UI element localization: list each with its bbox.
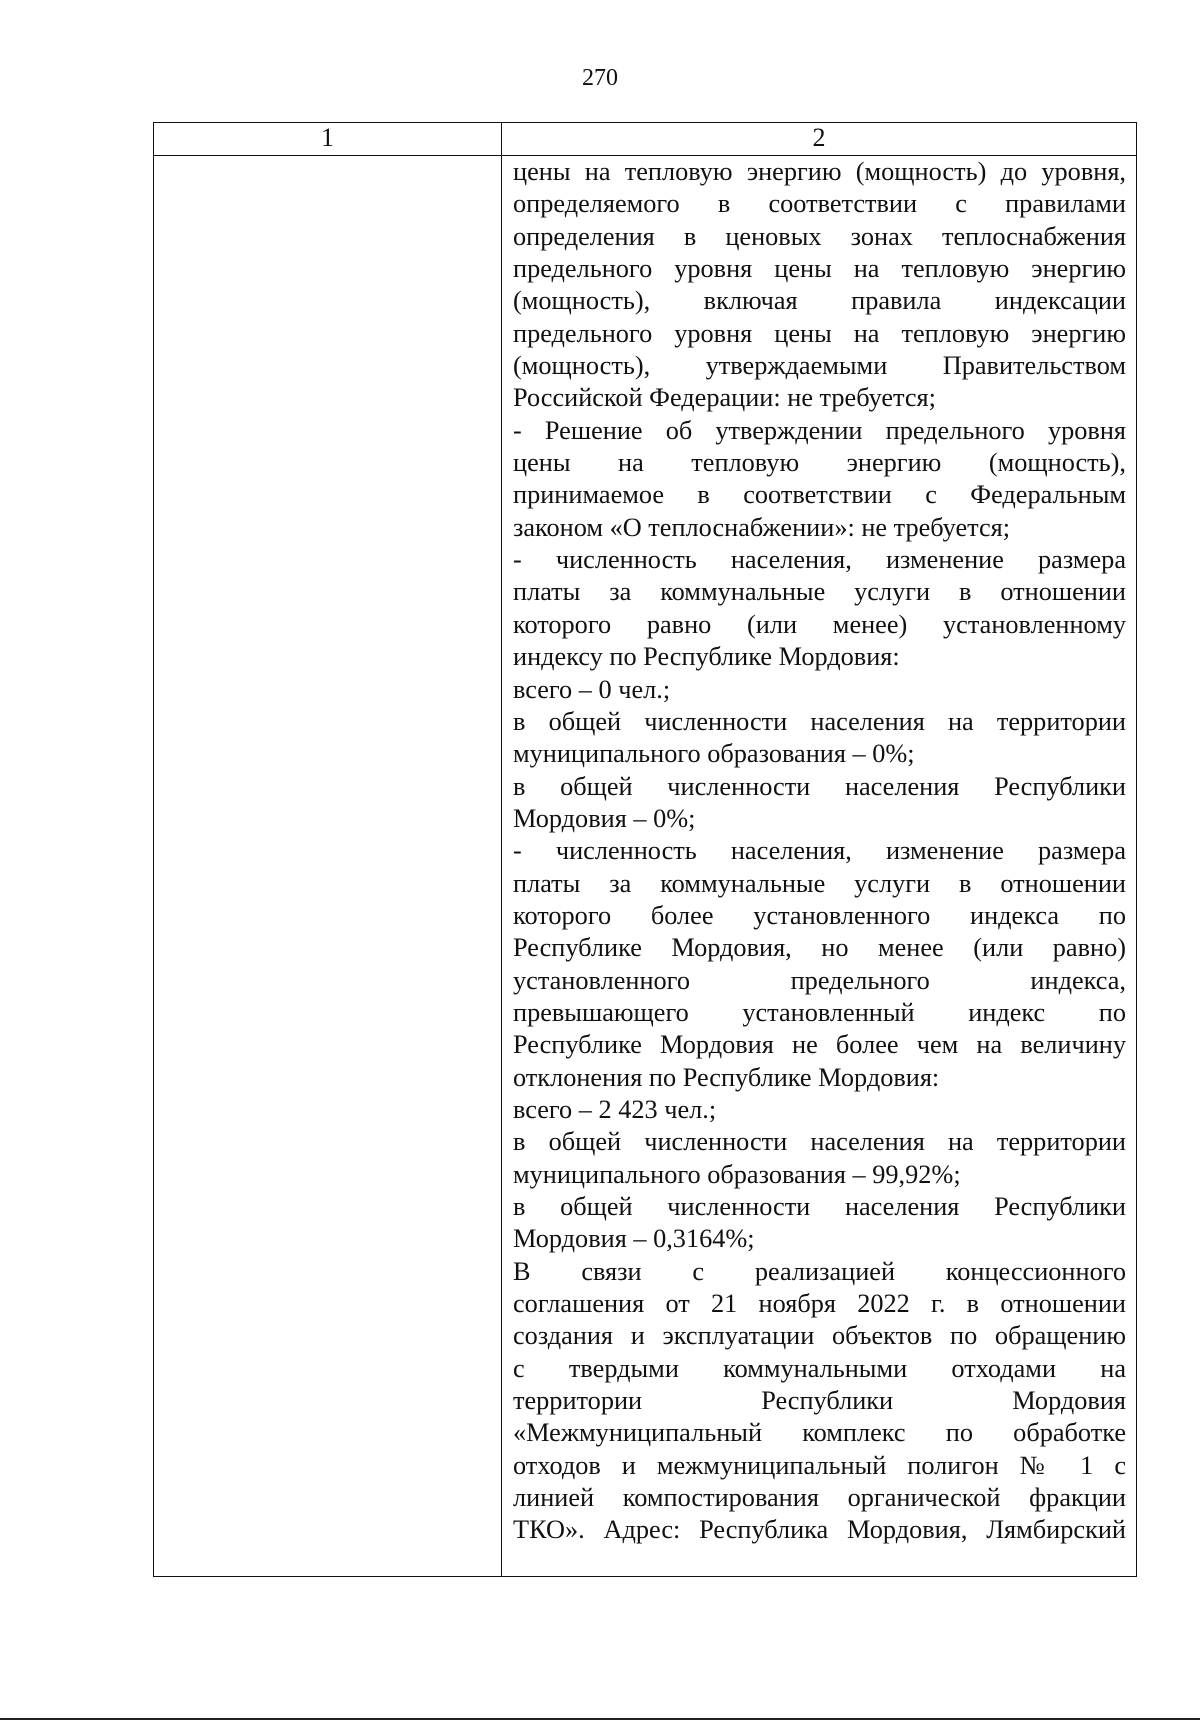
page-number: 270 <box>582 65 618 91</box>
table-cell-column-1 <box>154 156 502 1577</box>
text-line: установленного предельного индекса, <box>513 965 1126 995</box>
text-line: в общей численности населения на территории <box>513 1127 1126 1157</box>
text-line: в общей численности населения Республики <box>513 1192 1126 1221</box>
text-line: Республике Мордовия не более чем на величину <box>513 1030 1126 1060</box>
document-table <box>153 122 1137 1577</box>
text-line: цены на тепловую энергию (мощность) до уровня, <box>513 157 1126 186</box>
text-line: принимаемое в соответствии с Федеральным <box>513 480 1126 510</box>
text-line: Российской Федерации: не требуется; <box>513 383 936 413</box>
text-line: всего – 2 423 чел.; <box>513 1094 717 1124</box>
text-line: в общей численности населения Республики <box>513 771 1126 801</box>
text-line: муниципального образования – 0%; <box>513 739 915 769</box>
column-header-1: 1 <box>154 123 502 156</box>
text-line: которого более установленного индекса по <box>513 900 1126 930</box>
text-line: отходов и межмуниципальный полигон № 1 с <box>513 1450 1126 1480</box>
text-line: Мордовия – 0,3164%; <box>513 1224 755 1254</box>
text-line: «Межмуниципальный комплекс по обработке <box>513 1418 1126 1448</box>
text-line: платы за коммунальные услуги в отношении <box>513 868 1126 898</box>
text-line: создания и эксплуатации объектов по обращению <box>513 1321 1126 1351</box>
text-line: Республике Мордовия, но менее (или равно) <box>513 933 1126 963</box>
text-line: В связи с реализацией концессионного <box>513 1256 1126 1286</box>
text-line: определения в ценовых зонах теплоснабжения <box>513 221 1126 251</box>
text-line: в общей численности населения на территории <box>513 706 1126 736</box>
text-line: индексу по Республике Мордовия: <box>513 642 900 672</box>
text-line: (мощность), утверждаемыми Правительством <box>513 351 1126 381</box>
text-line: отклонения по Республике Мордовия: <box>513 1062 940 1092</box>
text-line: территории Республики Мордовия <box>513 1386 1126 1416</box>
table-row <box>154 156 1137 1577</box>
text-line: которого равно (или менее) установленному <box>513 609 1126 639</box>
text-line: предельного уровня цены на тепловую энергию <box>513 318 1126 348</box>
column-header-2: 2 <box>502 123 1137 156</box>
text-line: Мордовия – 0%; <box>513 803 696 833</box>
text-line: - Решение об утверждении предельного уровня <box>513 415 1126 445</box>
text-line: - численность населения, изменение размера <box>513 836 1126 866</box>
column-2-text <box>502 156 1136 1547</box>
text-line: платы за коммунальные услуги в отношении <box>513 577 1126 607</box>
text-line: с твердыми коммунальными отходами на <box>513 1353 1126 1383</box>
text-line: соглашения от 21 ноября 2022 г. в отношении <box>513 1289 1126 1319</box>
text-line: определяемого в соответствии с правилами <box>513 189 1126 219</box>
text-line: законом «О теплоснабжении»: не требуется; <box>513 512 1011 542</box>
bottom-scan-edge <box>0 1718 1200 1720</box>
table-cell-column-2 <box>502 156 1137 1577</box>
text-line: превышающего установленный индекс по <box>513 997 1126 1027</box>
text-line: муниципального образования – 99,92%; <box>513 1159 961 1189</box>
text-line: всего – 0 чел.; <box>513 674 671 704</box>
text-line: предельного уровня цены на тепловую энергию <box>513 254 1126 284</box>
text-line: линией компостирования органической фракции <box>513 1483 1126 1513</box>
text-line: цены на тепловую энергию (мощность), <box>513 448 1126 478</box>
text-line: ТКО». Адрес: Республика Мордовия, Лямбирский <box>513 1515 1126 1545</box>
table-header-row <box>154 123 1137 156</box>
text-line: - численность населения, изменение размера <box>513 545 1126 575</box>
text-line: (мощность), включая правила индексации <box>513 286 1126 316</box>
